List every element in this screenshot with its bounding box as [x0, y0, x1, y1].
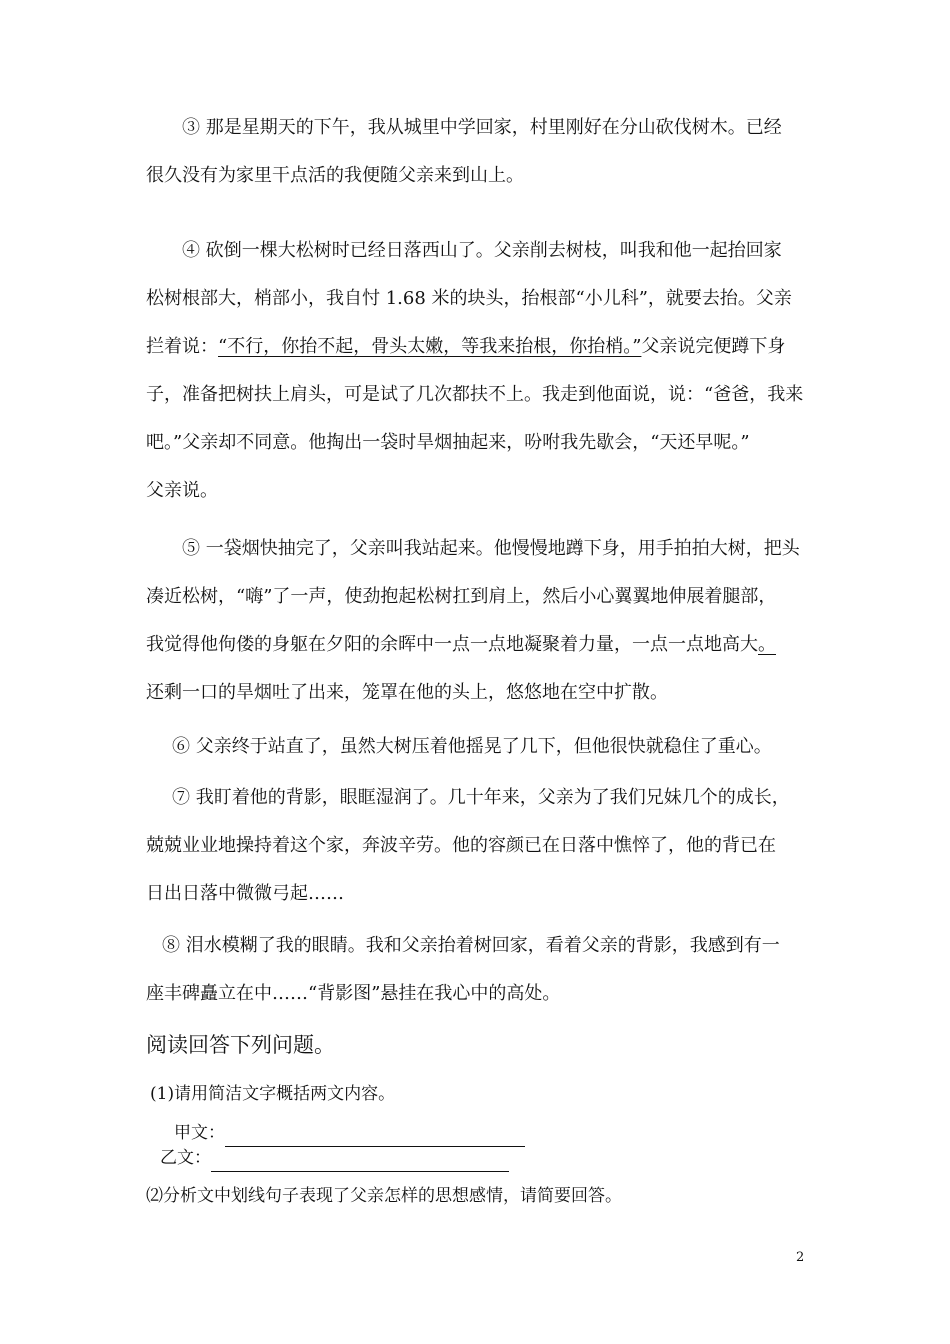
paragraph-7	[146, 774, 811, 918]
paragraph-8	[146, 922, 811, 1018]
paragraph-8-line-1: ⑧ 泪水模糊了我的眼睛。我和父亲抬着树回家，看着父亲的背影，我感到有一	[162, 935, 780, 956]
page-number: 2	[796, 1250, 805, 1265]
underlined-sentence-1: “不行，你抬不起，骨头太嫩，等我来抬根，你抬梢。”	[218, 336, 642, 357]
questions-heading: 阅读回答下列问题。	[146, 1033, 335, 1057]
paragraph-7-line-2: 兢兢业业地操持着这个家，奔波辛劳。他的容颜已在日落中憔悴了，他的背已在	[146, 835, 776, 856]
paragraph-4-line-5: 吧。”父亲却不同意。他掏出一袋时旱烟抽起来，吩咐我先歇会，“天还早呢。”	[146, 432, 750, 453]
question-1-text: (1)请用简洁文字概括两文内容。	[150, 1084, 396, 1104]
paragraph-4	[146, 227, 811, 515]
question-2-text: ⑵分析文中划线句子表现了父亲怎样的思想感情，请简要回答。	[146, 1186, 622, 1206]
paragraph-4-line-6: 父亲说。	[146, 480, 218, 501]
paragraph-4-line-3	[146, 323, 811, 371]
paragraph-6-line-1: ⑥ 父亲终于站直了，虽然大树压着他摇晃了几下，但他很快就稳住了重心。	[172, 736, 772, 757]
paragraph-3	[146, 104, 811, 200]
paragraph-3-line-1: ③ 那是星期天的下午，我从城里中学回家，村里刚好在分山砍伐树木。已经	[182, 117, 782, 138]
paragraph-4-line-3-post: 父亲说完便蹲下身	[641, 336, 786, 357]
paragraph-7-line-1: ⑦ 我盯着他的背影，眼眶湿润了。几十年来，父亲为了我们兄妹几个的成长，	[172, 787, 790, 808]
underlined-sentence-2: 。	[758, 634, 776, 655]
yi-answer-blank[interactable]	[211, 1151, 509, 1172]
paragraph-5-line-4: 还剩一口的旱烟吐了出来，笼罩在他的头上，悠悠地在空中扩散。	[146, 682, 668, 703]
paragraph-8-line-2: 座丰碑矗立在中……“背影图”悬挂在我心中的高处。	[146, 983, 561, 1004]
paragraph-4-line-4: 子，准备把树扶上肩头，可是试了几次都扶不上。我走到他面说，说：“爸爸，我来	[146, 384, 804, 405]
paragraph-5-line-3	[146, 621, 811, 669]
question-1-jia-row	[174, 1119, 525, 1147]
paragraph-4-line-2: 松树根部大，梢部小，我自忖 1.68 米的块头，抬根部“小儿科”，就要去抬。父亲	[146, 288, 792, 309]
paragraph-4-line-1: ④ 砍倒一棵大松树时已经日落西山了。父亲削去树枝，叫我和他一起抬回家	[182, 240, 782, 261]
paragraph-5-line-2: 凑近松树，“嗨”了一声，使劲抱起松树扛到肩上，然后小心翼翼地伸展着腿部，	[146, 586, 777, 607]
paragraph-7-line-3: 日出日落中微微弓起……	[146, 883, 344, 904]
paragraph-6	[146, 723, 811, 771]
paragraph-5-line-1: ⑤ 一袋烟快抽完了，父亲叫我站起来。他慢慢地蹲下身，用手拍拍大树，把头	[182, 538, 800, 559]
paragraph-5-line-3-text: 我觉得他佝偻的身躯在夕阳的余晖中一点一点地凝聚着力量，一点一点地高大	[146, 634, 758, 655]
jia-label: 甲文：	[174, 1123, 225, 1143]
paragraph-3-line-2: 很久没有为家里干点活的我便随父亲来到山上。	[146, 165, 524, 186]
paragraph-4-line-3-pre: 拦着说：	[146, 336, 218, 357]
paragraph-5	[146, 525, 811, 717]
yi-label: 乙文：	[160, 1148, 211, 1168]
question-1-yi-row	[160, 1144, 509, 1172]
